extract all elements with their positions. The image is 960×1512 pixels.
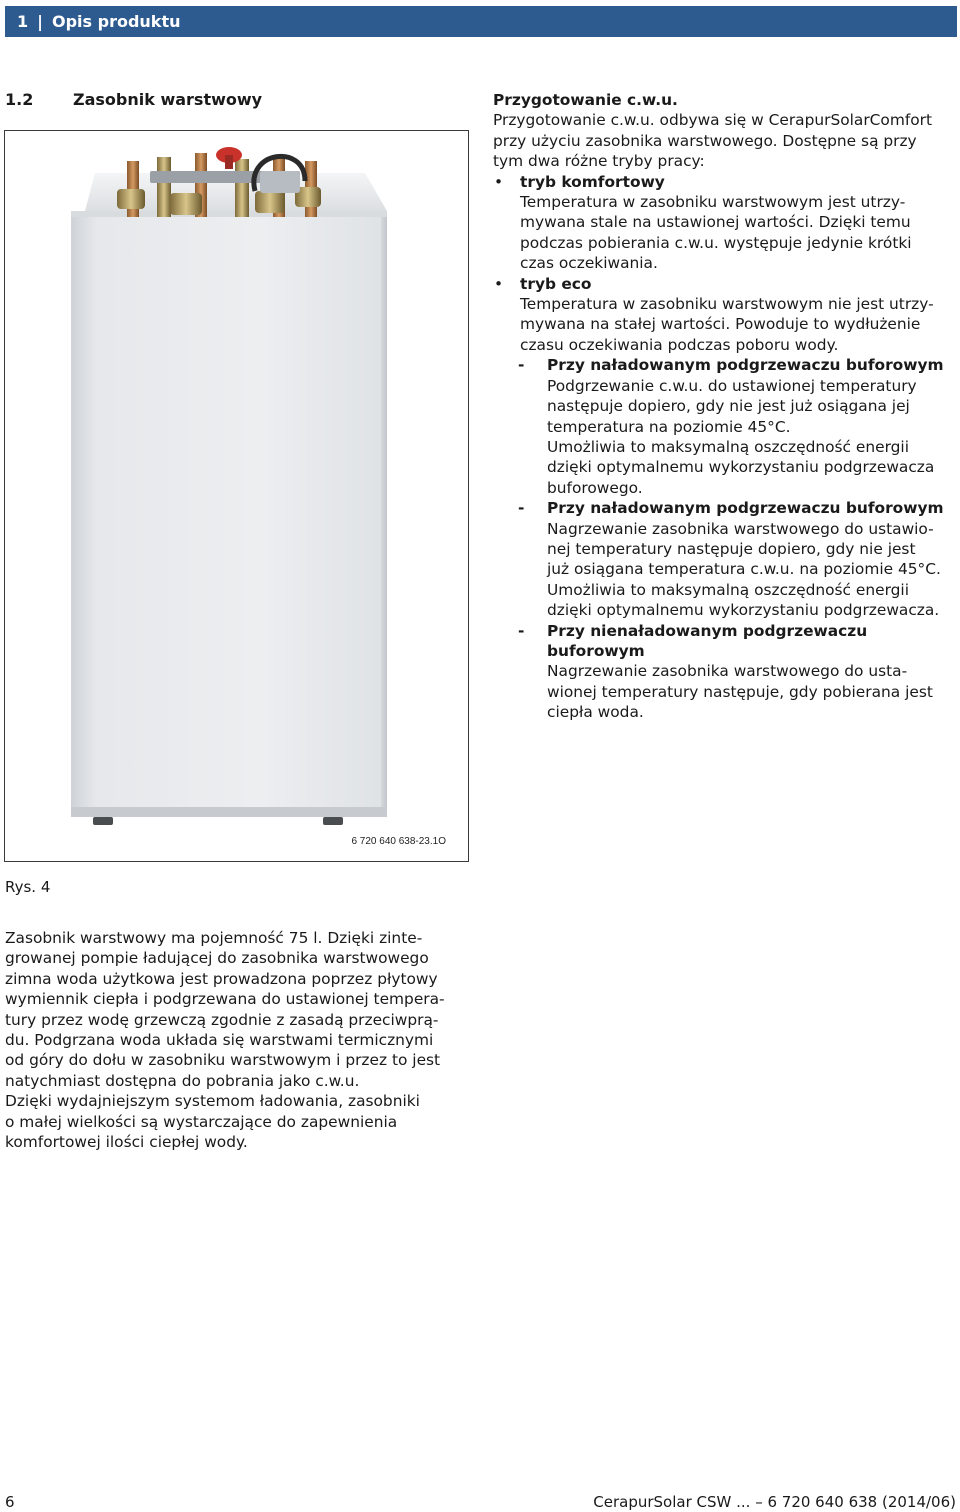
body-line: du. Podgrzana woda układa się warstwami termicznymi: [5, 1031, 434, 1050]
body-line: zimna woda użytkowa jest prowadzona poprzez płytowy: [5, 969, 438, 988]
sub-line: Nagrzewanie zasobnika warstwowego do usta-: [547, 662, 908, 681]
left-body-text: [5, 928, 475, 1152]
intro-line: tym dwa różne tryby pracy:: [493, 152, 705, 171]
storage-tank-illustration: [5, 131, 469, 862]
section-number: 1.2: [5, 90, 34, 109]
bullet-mark: •: [494, 172, 504, 191]
sub-line: następuje dopiero, gdy nie jest już osiągana jej: [547, 397, 910, 416]
chapter-number: 1: [17, 12, 29, 31]
header-separator: |: [37, 12, 43, 31]
dhw-heading: Przygotowanie c.w.u.: [493, 91, 678, 109]
bullet-mark: •: [494, 274, 504, 293]
section-title: [5, 90, 262, 110]
mode-title: tryb eco: [520, 274, 592, 293]
chapter-title: Opis produktu: [51, 12, 181, 31]
sub-line: Umożliwia to maksymalną oszczędność energii: [547, 580, 909, 599]
sub-line: dzięki optymalnemu wykorzystaniu podgrzewacza.: [547, 601, 940, 620]
mode-line: Temperatura w zasobniku warstwowym jest utrzy-: [520, 193, 906, 212]
eco-sub-item: [493, 498, 959, 620]
sub-title: Przy nienaładowanym podgrzewaczu buforowym: [547, 621, 868, 660]
sub-line: wionej temperatury następuje, gdy pobierana jest: [547, 682, 933, 701]
dash-mark: -: [518, 356, 525, 375]
right-column: [493, 90, 959, 723]
dash-mark: -: [518, 621, 525, 640]
mode-title: tryb komfortowy: [520, 172, 665, 191]
mode-line: podczas pobierania c.w.u. występuje jedynie krótki: [520, 233, 912, 252]
sub-line: dzięki optymalnemu wykorzystaniu podgrzewacza: [547, 458, 935, 477]
body-line: growanej pompie ładującej do zasobnika warstwowego: [5, 949, 429, 968]
sub-line: temperatura na poziomie 45°C.: [547, 417, 791, 436]
body-line: natychmiast dostępna do pobrania jako c.w.u.: [5, 1071, 360, 1090]
body-line: o małej wielkości są wystarczające do zapewnienia: [5, 1112, 398, 1131]
mode-line: mywana stale na ustawionej wartości. Dzięki temu: [520, 213, 911, 232]
chapter-header-bar: [5, 6, 957, 37]
dash-mark: -: [518, 499, 525, 518]
mode-line: czasu oczekiwania podczas poboru wody.: [520, 335, 839, 354]
sub-line: Umożliwia to maksymalną oszczędność energii: [547, 437, 909, 456]
body-line: tury przez wodę grzewczą zgodnie z zasadą przeciwprą-: [5, 1010, 439, 1029]
sub-line: ciepła woda.: [547, 703, 644, 722]
sub-line: Podgrzewanie c.w.u. do ustawionej temperatury: [547, 376, 917, 395]
body-line: komfortowej ilości ciepłej wody.: [5, 1133, 248, 1152]
mode-line: mywana na stałej wartości. Powoduje to wydłużenie: [520, 315, 921, 334]
sub-line: już osiągana temperatura c.w.u. na poziomie 45°C.: [547, 560, 941, 579]
page-number: 6: [5, 1493, 15, 1511]
body-line: wymiennik ciepła i podgrzewana do ustawionej tempera-: [5, 990, 445, 1009]
body-line: Zasobnik warstwowy ma pojemność 75 l. Dzięki zinte-: [5, 929, 423, 947]
section-title-text: Zasobnik warstwowy: [73, 90, 263, 109]
sub-title: Przy naładowanym podgrzewaczu buforowym: [547, 356, 944, 375]
sub-title: Przy naładowanym podgrzewaczu buforowym: [547, 499, 944, 518]
body-line: od góry do dołu w zasobniku warstwowym i przez to jest: [5, 1051, 441, 1070]
product-figure: [4, 130, 469, 862]
mode-line: Temperatura w zasobniku warstwowym nie jest utrzy-: [520, 295, 934, 314]
intro-line: przy użyciu zasobnika warstwowego. Dostępne są przy: [493, 131, 917, 150]
mode-comfort-item: [493, 172, 959, 274]
eco-sub-item: [493, 621, 959, 723]
intro-line: Przygotowanie c.w.u. odbywa się w CerapurSolarComfort: [493, 111, 933, 130]
figure-code: 6 720 640 638-23.1O: [351, 836, 446, 847]
eco-sub-item: [493, 355, 959, 498]
figure-caption: Rys. 4: [5, 878, 51, 896]
sub-line: Nagrzewanie zasobnika warstwowego do ustawio-: [547, 519, 934, 538]
body-line: Dzięki wydajniejszym systemom ładowania, zasobniki: [5, 1092, 420, 1111]
sub-line: buforowego.: [547, 478, 643, 497]
sub-line: nej temperatury następuje dopiero, gdy nie jest: [547, 539, 916, 558]
mode-eco-item: [493, 274, 959, 356]
document-reference: CerapurSolar CSW ... – 6 720 640 638 (2014/06): [593, 1493, 956, 1511]
mode-line: czas oczekiwania.: [520, 254, 658, 273]
